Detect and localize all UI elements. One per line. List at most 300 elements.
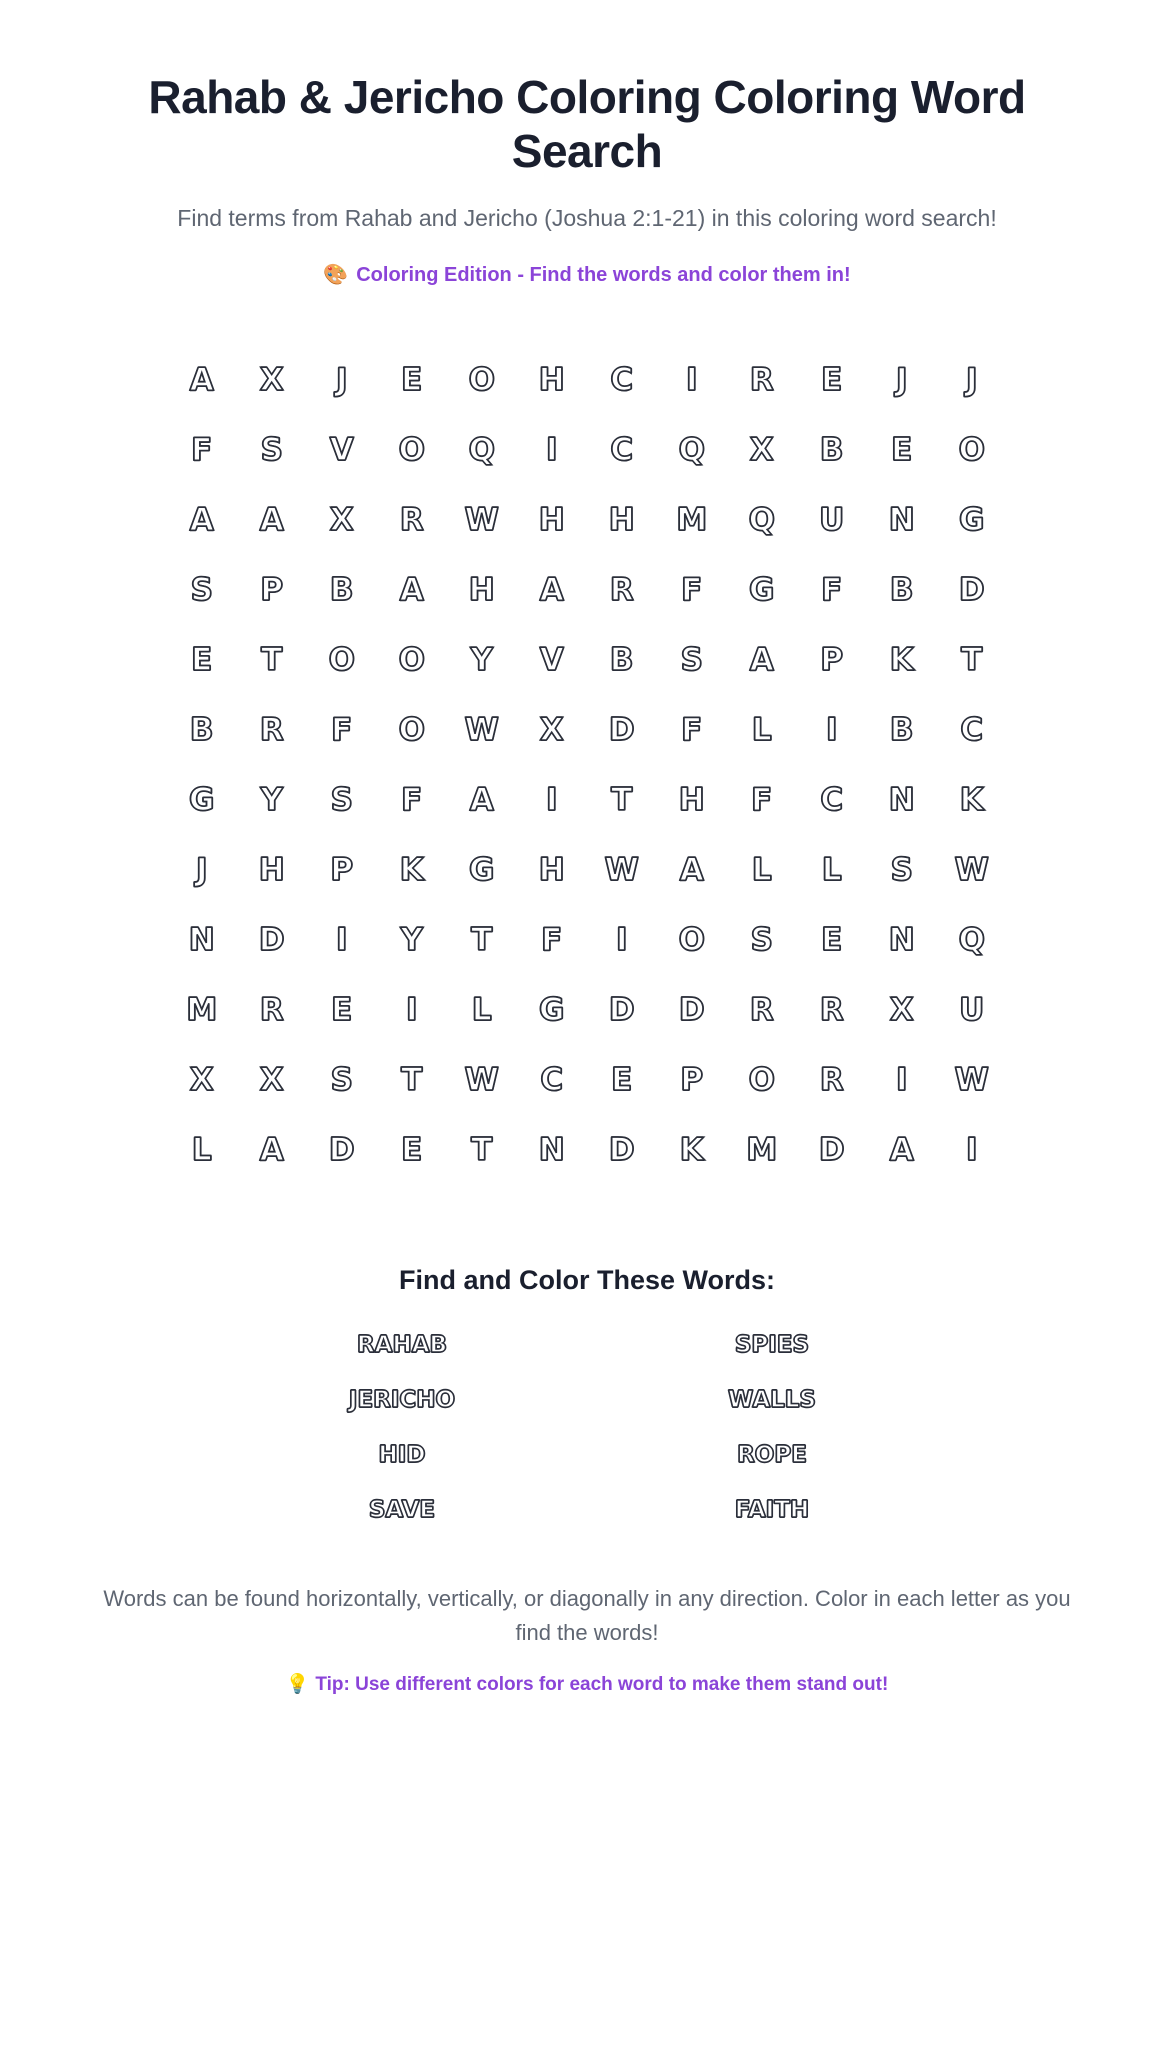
grid-letter: W <box>954 851 990 888</box>
grid-cell[interactable] <box>447 1045 517 1115</box>
grid-cell[interactable] <box>447 765 517 835</box>
grid-letter: H <box>468 571 496 608</box>
tip-label: Tip: Use different colors for each word to make them stand out! <box>315 1674 889 1696</box>
grid-letter: Y <box>400 921 424 958</box>
grid-cell[interactable] <box>937 415 1007 485</box>
grid-cell[interactable] <box>727 345 797 415</box>
grid-cell[interactable] <box>307 555 377 625</box>
grid-letter: E <box>191 641 213 678</box>
grid-letter: R <box>749 991 775 1028</box>
grid-letter: R <box>819 1061 845 1098</box>
grid-letter: E <box>891 431 913 468</box>
grid-cell[interactable] <box>237 1115 307 1185</box>
grid-letter: T <box>471 1131 493 1168</box>
grid-cell[interactable] <box>727 555 797 625</box>
grid-cell[interactable] <box>587 1045 657 1115</box>
grid-letter: T <box>471 921 493 958</box>
lightbulb-icon: 💡 <box>285 1674 310 1696</box>
grid-letter: O <box>748 1061 776 1098</box>
grid-letter: R <box>399 501 425 538</box>
grid-letter: O <box>398 431 426 468</box>
grid-cell[interactable] <box>167 765 237 835</box>
grid-cell[interactable] <box>657 695 727 765</box>
grid-cell[interactable] <box>447 835 517 905</box>
grid-letter: J <box>195 851 209 888</box>
grid-letter: N <box>888 501 916 538</box>
grid-cell[interactable] <box>727 625 797 695</box>
grid-letter: P <box>680 1061 704 1098</box>
grid-cell[interactable] <box>937 905 1007 975</box>
grid-cell[interactable] <box>727 975 797 1045</box>
grid-letter: A <box>469 781 495 818</box>
grid-letter: A <box>889 1131 915 1168</box>
grid-letter: P <box>260 571 284 608</box>
grid-cell[interactable] <box>167 905 237 975</box>
puzzle-grid-container <box>90 345 1084 1185</box>
grid-letter: A <box>259 501 285 538</box>
grid-letter: W <box>954 1061 990 1098</box>
word-list-item[interactable]: WALLS <box>727 1387 816 1414</box>
grid-cell[interactable] <box>447 975 517 1045</box>
grid-cell[interactable] <box>167 975 237 1045</box>
grid-cell[interactable] <box>517 695 587 765</box>
grid-cell[interactable] <box>517 555 587 625</box>
grid-cell[interactable] <box>237 1045 307 1115</box>
grid-cell[interactable] <box>727 1115 797 1185</box>
page-title: Rahab & Jericho Coloring Coloring Word Search <box>148 71 1026 178</box>
grid-row <box>167 555 1007 625</box>
grid-letter: F <box>331 711 353 748</box>
grid-letter: P <box>330 851 354 888</box>
grid-letter: B <box>609 641 635 678</box>
grid-cell[interactable] <box>727 835 797 905</box>
instructions-text: Words can be found horizontally, vertically, or diagonally in any direction. Color in each letter as you find the words! <box>103 1586 1071 1646</box>
grid-letter: N <box>538 1131 566 1168</box>
grid-cell[interactable] <box>237 765 307 835</box>
grid-cell[interactable] <box>307 765 377 835</box>
grid-letter: T <box>401 1061 423 1098</box>
grid-cell[interactable] <box>657 485 727 555</box>
word-list-item[interactable]: JERICHO <box>348 1387 456 1414</box>
grid-cell[interactable] <box>937 1045 1007 1115</box>
grid-letter: G <box>539 991 565 1028</box>
edition-banner <box>90 262 1084 287</box>
grid-letter: A <box>679 851 705 888</box>
grid-letter: L <box>191 1131 213 1168</box>
grid-letter: V <box>539 641 565 678</box>
word-list-column-right <box>587 1334 957 1522</box>
grid-letter: O <box>468 361 496 398</box>
grid-cell[interactable] <box>167 555 237 625</box>
grid-cell[interactable] <box>727 1045 797 1115</box>
grid-cell[interactable] <box>307 835 377 905</box>
grid-cell[interactable] <box>587 975 657 1045</box>
grid-cell[interactable] <box>937 695 1007 765</box>
grid-cell[interactable] <box>377 1115 447 1185</box>
grid-cell[interactable] <box>237 485 307 555</box>
grid-letter: I <box>895 1061 909 1098</box>
grid-letter: O <box>958 431 986 468</box>
grid-letter: L <box>471 991 493 1028</box>
grid-cell[interactable] <box>307 1045 377 1115</box>
grid-cell[interactable] <box>587 555 657 625</box>
grid-letter: F <box>541 921 563 958</box>
grid-cell[interactable] <box>937 835 1007 905</box>
grid-letter: B <box>889 571 915 608</box>
grid-letter: O <box>398 641 426 678</box>
grid-cell[interactable] <box>517 975 587 1045</box>
grid-cell[interactable] <box>237 415 307 485</box>
grid-letter: X <box>259 1061 285 1098</box>
grid-cell[interactable] <box>307 905 377 975</box>
grid-cell[interactable] <box>517 345 587 415</box>
word-list-item[interactable]: SPIES <box>734 1332 810 1359</box>
grid-letter: H <box>678 781 706 818</box>
grid-cell[interactable] <box>167 625 237 695</box>
grid-letter: E <box>401 1131 423 1168</box>
grid-cell[interactable] <box>587 415 657 485</box>
grid-letter: A <box>399 571 425 608</box>
grid-cell[interactable] <box>237 345 307 415</box>
grid-letter: C <box>610 361 634 398</box>
grid-letter: U <box>959 991 985 1028</box>
grid-letter: D <box>678 991 706 1028</box>
grid-letter: F <box>821 571 843 608</box>
grid-cell[interactable] <box>797 835 867 905</box>
grid-cell[interactable] <box>727 695 797 765</box>
grid-row <box>167 905 1007 975</box>
grid-cell[interactable] <box>797 625 867 695</box>
grid-cell[interactable] <box>727 485 797 555</box>
grid-cell[interactable] <box>237 835 307 905</box>
grid-row <box>167 485 1007 555</box>
grid-cell[interactable] <box>867 835 937 905</box>
grid-cell[interactable] <box>307 1115 377 1185</box>
grid-letter: I <box>545 431 559 468</box>
grid-letter: P <box>820 641 844 678</box>
grid-cell[interactable] <box>937 1115 1007 1185</box>
grid-cell[interactable] <box>237 975 307 1045</box>
word-list-heading: Find and Color These Words: <box>398 1265 775 1296</box>
grid-cell[interactable] <box>867 1115 937 1185</box>
grid-letter: Y <box>470 641 494 678</box>
grid-letter: H <box>608 501 636 538</box>
grid-row <box>167 975 1007 1045</box>
grid-letter: A <box>749 641 775 678</box>
grid-cell[interactable] <box>167 1045 237 1115</box>
grid-letter: Q <box>468 431 496 468</box>
grid-letter: W <box>464 711 500 748</box>
grid-letter: X <box>189 1061 215 1098</box>
grid-cell[interactable] <box>867 415 937 485</box>
tip-line <box>90 1672 1084 1696</box>
grid-cell[interactable] <box>657 1045 727 1115</box>
grid-letter: T <box>611 781 633 818</box>
grid-cell[interactable] <box>797 415 867 485</box>
grid-cell[interactable] <box>657 1115 727 1185</box>
grid-cell[interactable] <box>517 905 587 975</box>
grid-letter: S <box>750 921 774 958</box>
grid-cell[interactable] <box>237 695 307 765</box>
grid-cell[interactable] <box>307 485 377 555</box>
grid-letter: V <box>329 431 355 468</box>
grid-letter: K <box>679 1131 705 1168</box>
grid-cell[interactable] <box>867 555 937 625</box>
grid-cell[interactable] <box>377 975 447 1045</box>
grid-cell[interactable] <box>377 485 447 555</box>
grid-letter: I <box>335 921 349 958</box>
grid-cell[interactable] <box>167 485 237 555</box>
grid-letter: F <box>751 781 773 818</box>
grid-cell[interactable] <box>867 625 937 695</box>
grid-cell[interactable] <box>867 905 937 975</box>
grid-cell[interactable] <box>447 905 517 975</box>
grid-cell[interactable] <box>377 415 447 485</box>
grid-cell[interactable] <box>377 555 447 625</box>
grid-cell[interactable] <box>587 765 657 835</box>
grid-cell[interactable] <box>377 695 447 765</box>
grid-row <box>167 695 1007 765</box>
puzzle-grid[interactable] <box>167 345 1007 1185</box>
grid-cell[interactable] <box>517 835 587 905</box>
grid-letter: I <box>965 1131 979 1168</box>
grid-letter: W <box>464 1061 500 1098</box>
grid-letter: E <box>331 991 353 1028</box>
word-list-column-left <box>217 1334 587 1522</box>
grid-letter: F <box>401 781 423 818</box>
grid-letter: S <box>330 1061 354 1098</box>
grid-cell[interactable] <box>307 345 377 415</box>
grid-cell[interactable] <box>167 835 237 905</box>
grid-cell[interactable] <box>937 765 1007 835</box>
word-list-item[interactable]: SAVE <box>368 1497 436 1524</box>
grid-cell[interactable] <box>797 555 867 625</box>
grid-letter: K <box>399 851 425 888</box>
grid-letter: X <box>539 711 565 748</box>
grid-letter: O <box>398 711 426 748</box>
grid-cell[interactable] <box>377 1045 447 1115</box>
grid-cell[interactable] <box>867 1045 937 1115</box>
grid-letter: E <box>821 361 843 398</box>
grid-cell[interactable] <box>447 555 517 625</box>
grid-cell[interactable] <box>937 625 1007 695</box>
grid-letter: N <box>888 921 916 958</box>
grid-letter: C <box>960 711 984 748</box>
grid-letter: S <box>260 431 284 468</box>
grid-letter: X <box>259 361 285 398</box>
grid-cell[interactable] <box>657 555 727 625</box>
grid-cell[interactable] <box>657 905 727 975</box>
grid-cell[interactable] <box>587 345 657 415</box>
grid-cell[interactable] <box>797 695 867 765</box>
grid-cell[interactable] <box>657 345 727 415</box>
grid-cell[interactable] <box>657 415 727 485</box>
grid-letter: A <box>189 361 215 398</box>
grid-letter: C <box>610 431 634 468</box>
grid-letter: O <box>678 921 706 958</box>
grid-letter: U <box>819 501 845 538</box>
word-list-item[interactable]: HID <box>378 1442 426 1469</box>
grid-letter: T <box>261 641 283 678</box>
grid-letter: L <box>821 851 843 888</box>
grid-cell[interactable] <box>377 765 447 835</box>
grid-letter: D <box>608 1131 636 1168</box>
grid-cell[interactable] <box>447 345 517 415</box>
grid-letter: L <box>751 851 773 888</box>
grid-cell[interactable] <box>587 905 657 975</box>
grid-row <box>167 835 1007 905</box>
grid-cell[interactable] <box>937 485 1007 555</box>
grid-letter: S <box>890 851 914 888</box>
grid-letter: G <box>189 781 215 818</box>
grid-cell[interactable] <box>517 765 587 835</box>
grid-letter: R <box>749 361 775 398</box>
grid-cell[interactable] <box>867 975 937 1045</box>
grid-letter: J <box>335 361 349 398</box>
grid-cell[interactable] <box>447 695 517 765</box>
grid-cell[interactable] <box>587 835 657 905</box>
grid-cell[interactable] <box>797 765 867 835</box>
grid-letter: D <box>608 711 636 748</box>
grid-letter: R <box>259 991 285 1028</box>
word-list-item[interactable]: RAHAB <box>356 1332 448 1359</box>
grid-letter: H <box>538 501 566 538</box>
grid-letter: F <box>191 431 213 468</box>
page-subtitle: Find terms from Rahab and Jericho (Joshua 2:1-21) in this coloring word search! <box>177 204 997 231</box>
grid-letter: H <box>538 851 566 888</box>
grid-letter: G <box>469 851 495 888</box>
grid-letter: M <box>186 991 218 1028</box>
grid-cell[interactable] <box>867 765 937 835</box>
grid-letter: I <box>615 921 629 958</box>
grid-cell[interactable] <box>237 905 307 975</box>
grid-cell[interactable] <box>797 345 867 415</box>
grid-cell[interactable] <box>307 625 377 695</box>
grid-letter: B <box>189 711 215 748</box>
grid-letter: Q <box>678 431 706 468</box>
grid-cell[interactable] <box>447 485 517 555</box>
grid-cell[interactable] <box>937 345 1007 415</box>
grid-row <box>167 1115 1007 1185</box>
grid-cell[interactable] <box>587 625 657 695</box>
grid-letter: J <box>965 361 979 398</box>
grid-letter: G <box>749 571 775 608</box>
grid-cell[interactable] <box>797 975 867 1045</box>
grid-cell[interactable] <box>167 415 237 485</box>
grid-cell[interactable] <box>377 345 447 415</box>
grid-letter: R <box>819 991 845 1028</box>
grid-cell[interactable] <box>307 695 377 765</box>
grid-cell[interactable] <box>867 485 937 555</box>
grid-cell[interactable] <box>447 625 517 695</box>
grid-cell[interactable] <box>377 625 447 695</box>
grid-letter: R <box>609 571 635 608</box>
grid-cell[interactable] <box>867 695 937 765</box>
grid-letter: C <box>540 1061 564 1098</box>
grid-letter: F <box>681 571 703 608</box>
grid-cell[interactable] <box>727 905 797 975</box>
grid-cell[interactable] <box>587 1115 657 1185</box>
grid-cell[interactable] <box>447 415 517 485</box>
grid-letter: K <box>959 781 985 818</box>
grid-cell[interactable] <box>797 905 867 975</box>
grid-cell[interactable] <box>447 1115 517 1185</box>
grid-cell[interactable] <box>377 905 447 975</box>
grid-cell[interactable] <box>237 625 307 695</box>
grid-letter: O <box>328 641 356 678</box>
grid-cell[interactable] <box>657 625 727 695</box>
grid-letter: X <box>329 501 355 538</box>
grid-cell[interactable] <box>727 415 797 485</box>
grid-letter: K <box>889 641 915 678</box>
grid-cell[interactable] <box>937 555 1007 625</box>
grid-letter: X <box>889 991 915 1028</box>
grid-letter: D <box>608 991 636 1028</box>
grid-cell[interactable] <box>237 555 307 625</box>
grid-letter: B <box>329 571 355 608</box>
grid-letter: C <box>820 781 844 818</box>
grid-cell[interactable] <box>517 485 587 555</box>
grid-cell[interactable] <box>727 765 797 835</box>
grid-cell[interactable] <box>797 1115 867 1185</box>
grid-row <box>167 345 1007 415</box>
grid-cell[interactable] <box>937 975 1007 1045</box>
grid-letter: D <box>818 1131 846 1168</box>
word-list-item[interactable]: FAITH <box>734 1497 810 1524</box>
word-list-item[interactable]: ROPE <box>737 1442 807 1469</box>
grid-letter: N <box>888 781 916 818</box>
grid-cell[interactable] <box>377 835 447 905</box>
palette-icon: 🎨 <box>323 264 349 287</box>
grid-cell[interactable] <box>167 345 237 415</box>
grid-cell[interactable] <box>307 975 377 1045</box>
grid-cell[interactable] <box>517 1045 587 1115</box>
grid-letter: Q <box>958 921 986 958</box>
grid-cell[interactable] <box>867 345 937 415</box>
grid-cell[interactable] <box>587 695 657 765</box>
grid-letter: A <box>259 1131 285 1168</box>
grid-letter: N <box>188 921 216 958</box>
grid-cell[interactable] <box>657 835 727 905</box>
grid-cell[interactable] <box>167 1115 237 1185</box>
grid-letter: M <box>746 1131 778 1168</box>
grid-letter: E <box>821 921 843 958</box>
grid-row <box>167 415 1007 485</box>
grid-cell[interactable] <box>517 625 587 695</box>
grid-letter: S <box>190 571 214 608</box>
grid-cell[interactable] <box>517 1115 587 1185</box>
grid-letter: I <box>545 781 559 818</box>
grid-cell[interactable] <box>797 485 867 555</box>
grid-cell[interactable] <box>517 415 587 485</box>
grid-row <box>167 1045 1007 1115</box>
grid-letter: H <box>538 361 566 398</box>
grid-cell[interactable] <box>167 695 237 765</box>
grid-letter: M <box>676 501 708 538</box>
grid-cell[interactable] <box>587 485 657 555</box>
grid-letter: D <box>328 1131 356 1168</box>
grid-cell[interactable] <box>307 415 377 485</box>
grid-letter: B <box>819 431 845 468</box>
grid-row <box>167 765 1007 835</box>
grid-letter: A <box>539 571 565 608</box>
grid-cell[interactable] <box>797 1045 867 1115</box>
grid-letter: T <box>961 641 983 678</box>
grid-cell[interactable] <box>657 975 727 1045</box>
grid-row <box>167 625 1007 695</box>
grid-cell[interactable] <box>657 765 727 835</box>
grid-letter: F <box>681 711 703 748</box>
